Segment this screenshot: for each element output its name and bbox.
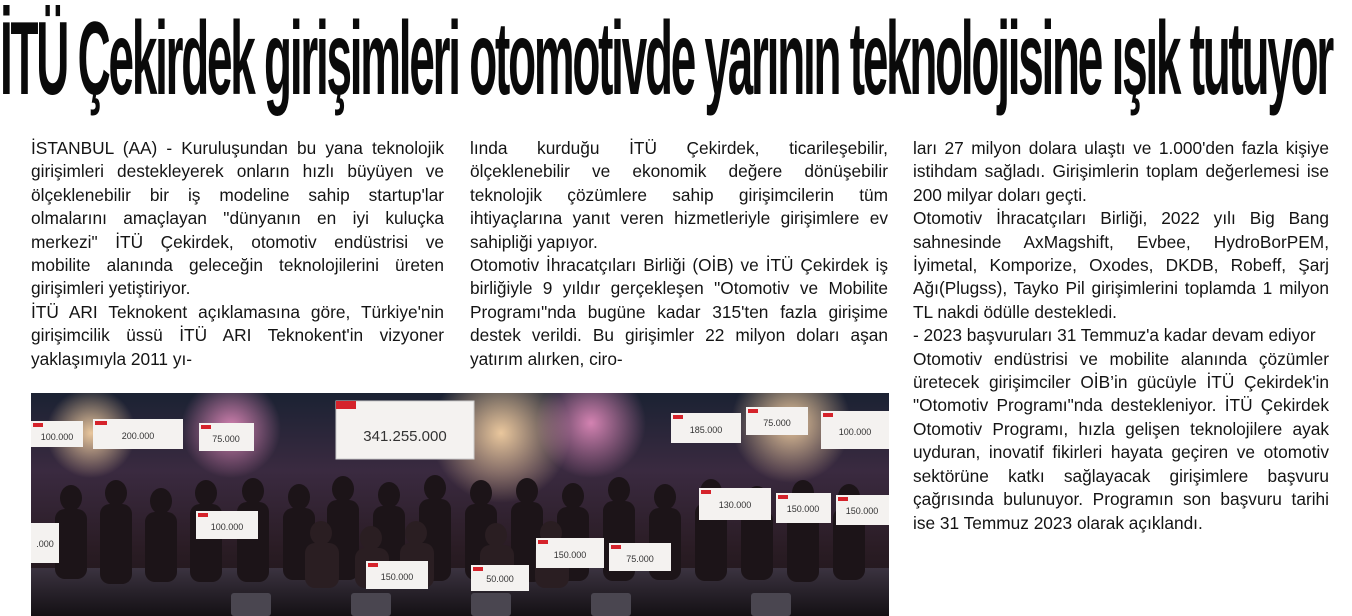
cheque-amount: 130.000 [718, 500, 752, 510]
cheque-amount: 100.000 [210, 522, 244, 532]
paragraph: İTÜ ARI Teknokent açıklamasına göre, Türkiye'nin girişimcilik üssü İTÜ ARI Teknokent'in vizyoner yaklaşımıyla 2011 yı- [31, 301, 444, 369]
cheque-main [336, 401, 474, 459]
headline-block [0, 0, 1352, 118]
cheque [746, 407, 808, 435]
paragraph: Otomotiv İhracatçıları Birliği (OİB) ve İTÜ Çekirdek iş birliğiyle 9 yıldır gerçekleşen "Otomotiv ve Mobilite Programı"nda bugüne kadar 315'ten fazla girişime destek verildi. Bu girişimler 22 milyon doları aşan yatırım alırken, ciro- [470, 255, 888, 369]
cheque-amount: 150.000 [786, 504, 820, 514]
headline: İTÜ Çekirdek girişimleri otomotivde yarının teknolojisine ışık tutuyor [0, 1, 1332, 117]
cheque-amount: 75.000 [763, 418, 791, 428]
cheque [31, 421, 83, 447]
paragraph: Otomotiv endüstrisi ve mobilite alanında çözümler üretecek girişimciler OİB’in gücüyle İTÜ Çekirdek'in "Otomotiv Programı"nda destekleniyor. İTÜ Çekirdek Otomotiv Programı, hızla gelişen teknolojilere ayak uyduran, inovatif fikirleri hayata geçiren ve otomotiv sektörüne katkı sağlayacak girişimlere başvuru çağrısında bulunuyor. Programın son başvuru tarihi ise 31 Temmuz 2023 olarak açıklandı. [913, 348, 1329, 533]
cheque-amount: 100.000 [40, 432, 74, 442]
paragraph: lında kurduğu İTÜ Çekirdek, ticarileşebilir, ölçeklenebilir ve ekonomik değere dönüşebilir teknolojik çözümlere sahip girişimcilerin tüm ihtiyaçlarına yanıt veren hizmetleriyle girişimlere ev sahipliği yapıyor. [470, 138, 888, 252]
cheque-amount: 100.000 [838, 427, 872, 437]
cheque [609, 543, 671, 571]
paragraph: - 2023 başvuruları 31 Temmuz'a kadar devam ediyor [913, 325, 1316, 346]
column-1 [31, 137, 444, 371]
column-2 [470, 137, 888, 371]
cheque [199, 423, 254, 451]
cheque [776, 493, 831, 523]
cheque [31, 523, 59, 563]
cheque [536, 538, 604, 568]
paragraph: İSTANBUL (AA) - Kuruluşundan bu yana teknolojik girişimleri destekleyerek onların hızlı büyüyen ve ölçeklenebilir bir iş modeline sahip startup'lar olmalarını amaçlayan "dünyanın en iyi kuluçka merkezi" İTÜ Çekirdek, otomotiv endüstrisi ve mobilite alanında geleceğin teknolojilerini üreten girişimleri yetiştiriyor. [31, 138, 444, 299]
cheque-amount: 50.000 [486, 574, 514, 584]
cheque [836, 495, 889, 525]
award-ceremony-photo [31, 393, 889, 616]
cheque-amount: 150.000 [845, 506, 879, 516]
cheque-amount: .000 [36, 539, 54, 549]
cheque-amount: 150.000 [553, 550, 587, 560]
cheque [93, 419, 183, 449]
paragraph: ları 27 milyon dolara ulaştı ve 1.000'den fazla kişiye istihdam sağladı. Girişimlerin toplam değerlemesi ise 200 milyar doları geçti. [913, 138, 1329, 205]
column-3 [913, 137, 1329, 535]
cheque [821, 411, 889, 449]
cheque-amount: 150.000 [380, 572, 414, 582]
cheque-amount: 200.000 [121, 431, 155, 441]
cheque [671, 413, 741, 443]
cheque [366, 561, 428, 589]
cheque-amount: 185.000 [689, 425, 723, 435]
cheque [196, 511, 258, 539]
cheque-amount: 75.000 [212, 434, 240, 444]
cheque [699, 488, 771, 520]
article-photo [31, 393, 889, 616]
paragraph: Otomotiv İhracatçıları Birliği, 2022 yılı Big Bang sahnesinde AxMagshift, Evbee, HydroBorPEM, İyimetal, Komporize, Oxodes, DKDB, Robeff, Şarj Ağı(Plugss), Tayko Pil girişimlerini toplamda 1 milyon TL nakdi ödülle destekledi. [913, 208, 1329, 322]
cheque [471, 565, 529, 591]
cheque-amount: 75.000 [626, 554, 654, 564]
cheque-amount: 341.255.000 [363, 428, 447, 445]
